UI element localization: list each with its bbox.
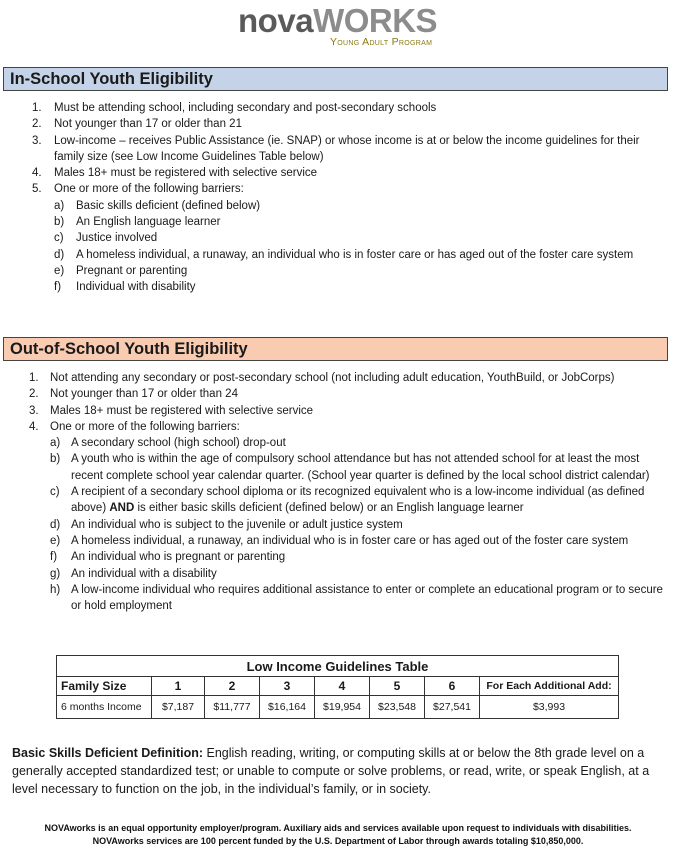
- list-item: [27, 386, 672, 402]
- list-number: h): [50, 583, 61, 596]
- list-text: Individual with disability: [76, 281, 196, 294]
- table-title: Low Income Guidelines Table: [57, 656, 619, 677]
- list-number: b): [54, 216, 65, 229]
- list-text: Males 18+ must be registered with selective service: [54, 167, 318, 180]
- list-number: 4.: [29, 420, 39, 433]
- list-number: d): [54, 248, 65, 261]
- table-header-cell: 3: [260, 677, 315, 696]
- low-income-table: [56, 655, 619, 719]
- list-text: Must be attending school, including secondary and post-secondary schools: [54, 102, 437, 114]
- list-number: e): [50, 534, 61, 547]
- footer-line-1: NOVAworks is an equal opportunity employer/program. Auxiliary aids and services available upon request to individuals with disabilities.: [44, 823, 632, 833]
- logo-letter-o: o: [257, 2, 278, 39]
- table-header-cell: For Each Additional Add:: [480, 677, 619, 696]
- list-text-part: is either basic skills deficient (defined below) or an English language learner: [134, 502, 524, 515]
- table-header-cell: Family Size: [57, 677, 152, 696]
- list-item: [30, 133, 670, 166]
- list-text: A youth who is within the age of compulsory school attendance but has not attended school for at least the most recent complete school year calendar quarter. (School year quarter is defined by the local school district calendar): [71, 453, 650, 482]
- list-item: [30, 198, 670, 214]
- list-number: b): [50, 453, 61, 466]
- list-text: One or more of the following barriers:: [54, 183, 244, 196]
- table-cell: $16,164: [260, 696, 315, 719]
- list-item: [27, 517, 672, 533]
- list-item: [27, 403, 672, 419]
- in-school-heading: In-School Youth Eligibility: [3, 67, 668, 91]
- list-number: a): [54, 199, 65, 212]
- table-header-cell: 6: [425, 677, 480, 696]
- list-item: [30, 116, 670, 132]
- list-text: A low-income individual who requires additional assistance to enter or complete an educational program or to secure or hold employment: [71, 583, 663, 613]
- list-number: 1.: [29, 372, 39, 384]
- table-cell: $3,993: [480, 696, 619, 719]
- list-text: A secondary school (high school) drop-out: [71, 437, 286, 450]
- list-item: [30, 181, 670, 197]
- list-number: g): [50, 567, 61, 580]
- list-number: f): [54, 281, 62, 294]
- list-item: [27, 370, 672, 386]
- list-number: 3.: [29, 404, 39, 417]
- list-text: Basic skills deficient (defined below): [76, 199, 261, 212]
- logo-letters-va: va: [277, 2, 314, 39]
- list-text: Not attending any secondary or post-secondary school (not including adult education, YouthBuild, or JobCorps): [50, 372, 615, 384]
- list-item: [30, 165, 670, 181]
- logo-wordmark: [238, 4, 438, 38]
- list-text: Not younger than 17 or older than 24: [50, 388, 238, 401]
- basic-skills-definition: [12, 744, 667, 798]
- list-text: Pregnant or parenting: [76, 264, 188, 277]
- list-text: An individual who is subject to the juvenile or adult justice system: [71, 518, 403, 531]
- list-item: [27, 435, 672, 451]
- table-cell: $27,541: [425, 696, 480, 719]
- list-item: [30, 214, 670, 230]
- definition-text: English reading, writing, or computing skills at or below the 8th grade level on a generally accepted standardized test; or unable to compute or solve problems, or read, write, or speak English, at a level necessary to function on the job, in the individual’s family, or in society.: [12, 746, 650, 796]
- list-item: [30, 230, 670, 246]
- list-text: Not younger than 17 or older than 21: [54, 118, 242, 131]
- table-header-cell: 1: [152, 677, 205, 696]
- in-school-list: [30, 100, 670, 296]
- out-school-list: [27, 370, 672, 614]
- list-item: [27, 566, 672, 582]
- list-number: 4.: [32, 167, 42, 180]
- logo-letters-works: WORKS: [313, 2, 438, 39]
- table-cell: $7,187: [152, 696, 205, 719]
- list-number: 2.: [29, 388, 39, 401]
- table-header-row: [57, 677, 619, 696]
- list-text: Low-income – receives Public Assistance (ie. SNAP) or whose income is at or below the income guidelines for their family size (see Low Income Guidelines Table below): [54, 134, 640, 163]
- list-text: One or more of the following barriers:: [50, 420, 240, 433]
- table-header-cell: 4: [315, 677, 370, 696]
- table-cell: $11,777: [205, 696, 260, 719]
- list-number: 3.: [32, 134, 42, 147]
- list-item: [30, 100, 670, 116]
- list-item: [27, 419, 672, 435]
- list-item: [27, 451, 672, 484]
- list-text: Justice involved: [76, 232, 158, 245]
- table-header-cell: 2: [205, 677, 260, 696]
- list-text: A homeless individual, a runaway, an individual who is in foster care or has aged out of the foster care system: [71, 534, 629, 547]
- list-number: d): [50, 518, 61, 531]
- table-cell: $19,954: [315, 696, 370, 719]
- definition-label: Basic Skills Deficient Definition:: [12, 746, 204, 760]
- footer-line-2: NOVAworks services are 100 percent funded by the U.S. Department of Labor through awards totaling $10,850,000.: [92, 836, 584, 846]
- table-header-cell: 5: [370, 677, 425, 696]
- list-number: 5.: [32, 183, 42, 196]
- list-number: 1.: [32, 102, 42, 114]
- list-text: An English language learner: [76, 216, 221, 229]
- logo-subtitle: Young Adult Program: [330, 36, 433, 48]
- list-text: Males 18+ must be registered with selective service: [50, 404, 314, 417]
- list-text: A homeless individual, a runaway, an individual who is in foster care or has aged out of the foster care system: [76, 248, 634, 261]
- list-text-part: A recipient of a secondary school diploma or its recognized equivalent who is a low-income individual (as defined above): [71, 486, 645, 515]
- list-text: An individual with a disability: [71, 567, 217, 580]
- list-item: [30, 247, 670, 263]
- list-item: [27, 484, 672, 517]
- table-cell: $23,548: [370, 696, 425, 719]
- out-school-heading: Out-of-School Youth Eligibility: [3, 337, 668, 361]
- table-row: [57, 696, 619, 719]
- list-number: e): [54, 264, 65, 277]
- list-item: [27, 582, 672, 615]
- list-item: [27, 533, 672, 549]
- list-item: [27, 549, 672, 565]
- list-number: c): [54, 232, 64, 245]
- logo-letter-n: n: [238, 2, 258, 39]
- list-item: [30, 263, 670, 279]
- list-number: f): [50, 551, 58, 564]
- novaworks-logo: [238, 4, 438, 52]
- list-number: c): [50, 486, 60, 499]
- list-number: a): [50, 437, 61, 450]
- list-text-bold: AND: [109, 502, 135, 515]
- list-number: 2.: [32, 118, 42, 131]
- table-cell: 6 months Income: [57, 696, 152, 719]
- list-text: [71, 484, 666, 517]
- list-item: [30, 279, 670, 295]
- list-text: An individual who is pregnant or parenting: [71, 551, 286, 564]
